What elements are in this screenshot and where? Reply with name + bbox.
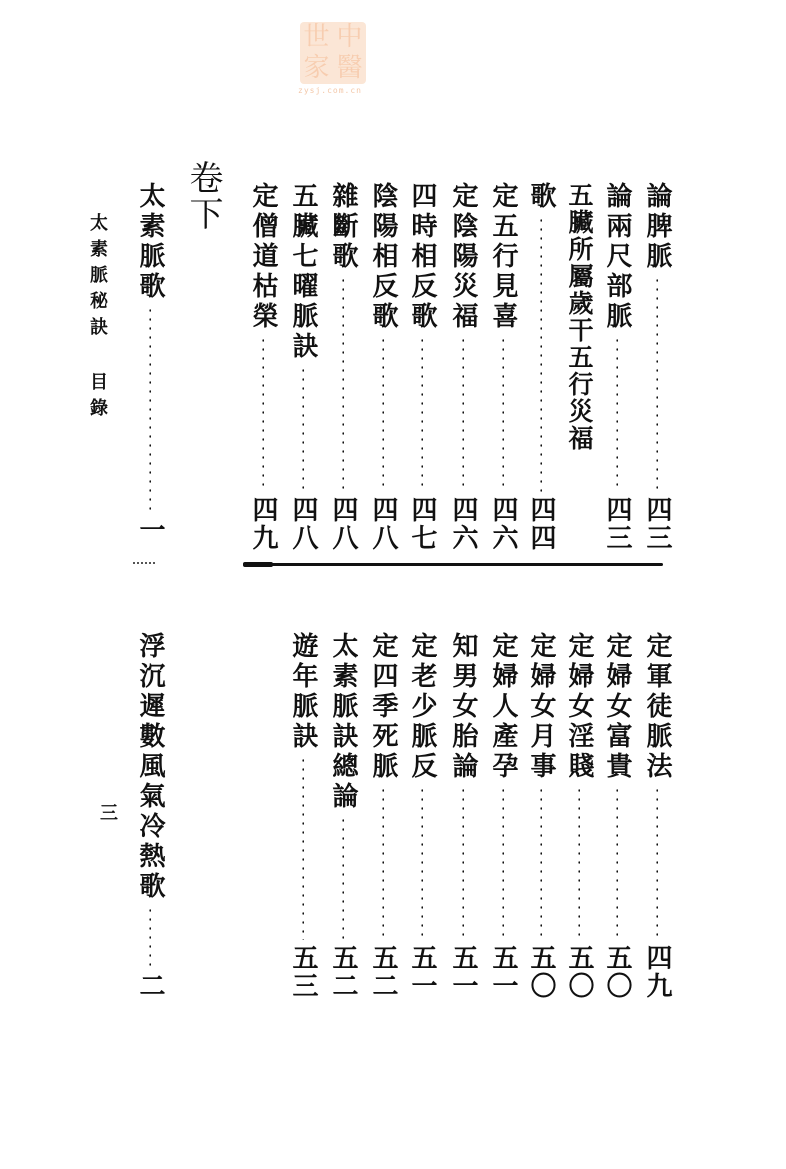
leader-dots bbox=[302, 756, 304, 940]
stray-mark bbox=[133, 562, 155, 566]
leader-dots bbox=[342, 816, 344, 940]
entry-page: 四三 bbox=[602, 496, 632, 552]
entry-page: 四八 bbox=[328, 496, 358, 552]
entry-title: 陰陽相反歌 bbox=[368, 182, 398, 332]
section-divider bbox=[243, 563, 663, 566]
entry-page: 五〇 bbox=[526, 944, 556, 1000]
leader-dots bbox=[462, 336, 464, 492]
watermark-seal bbox=[300, 22, 366, 84]
leader-dots bbox=[342, 276, 344, 492]
leader-dots bbox=[302, 366, 304, 492]
entry-title: 定四季死脈 bbox=[368, 632, 398, 782]
running-head: 太素脈秘訣 目錄 bbox=[87, 213, 108, 424]
toc-entry[interactable] bbox=[134, 632, 166, 1000]
leader-dots bbox=[421, 786, 423, 940]
entry-page: 四三 bbox=[642, 496, 672, 552]
entry-title: 遊年脈訣 bbox=[288, 632, 318, 752]
entry-title: 定婦女富貴 bbox=[602, 632, 632, 782]
entry-page: 五〇 bbox=[602, 944, 632, 1000]
leader-dots bbox=[578, 786, 580, 940]
entry-title: 定婦女淫賤 bbox=[564, 632, 594, 782]
toc-entry[interactable] bbox=[601, 182, 633, 552]
page-number: 三 bbox=[97, 803, 118, 821]
toc-entry[interactable] bbox=[134, 182, 166, 544]
entry-title: 五臟所屬歲干五行災福 bbox=[565, 182, 594, 452]
leader-dots bbox=[262, 336, 264, 492]
entry-page: 四四 bbox=[526, 496, 556, 552]
entry-page: 五一 bbox=[448, 944, 478, 1000]
watermark-url: zysj.com.cn bbox=[298, 86, 362, 95]
entry-title: 定陰陽災福 bbox=[448, 182, 478, 332]
entry-title: 定五行見喜 bbox=[488, 182, 518, 332]
entry-title-continued: 歌 bbox=[526, 182, 556, 212]
toc-entry[interactable] bbox=[447, 632, 479, 1000]
toc-entry[interactable] bbox=[563, 632, 595, 1000]
leader-dots bbox=[382, 336, 384, 492]
toc-entry[interactable] bbox=[563, 182, 595, 482]
toc-entry[interactable] bbox=[247, 182, 279, 552]
leader-dots bbox=[502, 786, 504, 940]
entry-page: 五一 bbox=[488, 944, 518, 1000]
entry-page: 四九 bbox=[248, 496, 278, 552]
entry-title: 五臟七曜脈訣 bbox=[288, 182, 318, 362]
entry-page: 四六 bbox=[448, 496, 478, 552]
entry-title: 論脾脈 bbox=[642, 182, 672, 272]
entry-title: 定老少脈反 bbox=[407, 632, 437, 782]
leader-dots bbox=[540, 216, 542, 492]
toc-entry[interactable] bbox=[287, 182, 319, 552]
leader-dots bbox=[462, 786, 464, 940]
toc-entry[interactable] bbox=[525, 632, 557, 1000]
leader-dots bbox=[382, 786, 384, 940]
entry-title: 定婦人產孕 bbox=[488, 632, 518, 782]
toc-entry[interactable] bbox=[641, 632, 673, 1000]
toc-entry[interactable] bbox=[367, 182, 399, 552]
entry-page: 二 bbox=[135, 972, 165, 1000]
entry-page: 五〇 bbox=[564, 944, 594, 1000]
watermark-char: 中 bbox=[336, 22, 363, 52]
entry-title: 太素脈歌 bbox=[135, 182, 165, 302]
toc-entry[interactable] bbox=[327, 182, 359, 552]
leader-dots bbox=[149, 906, 151, 968]
entry-title: 四時相反歌 bbox=[407, 182, 437, 332]
leader-dots bbox=[616, 786, 618, 940]
watermark-char: 世 bbox=[303, 22, 330, 52]
entry-page: 四六 bbox=[488, 496, 518, 552]
entry-page: 四九 bbox=[642, 944, 672, 1000]
entry-title: 知男女胎論 bbox=[448, 632, 478, 782]
leader-dots bbox=[656, 276, 658, 492]
toc-entry[interactable] bbox=[406, 182, 438, 552]
toc-entry[interactable] bbox=[367, 632, 399, 1000]
toc-entry[interactable] bbox=[406, 632, 438, 1000]
entry-title: 浮沉遲數風氣冷熱歌 bbox=[135, 632, 165, 902]
entry-page: 四七 bbox=[407, 496, 437, 552]
entry-title: 雜斷歌 bbox=[328, 182, 358, 272]
toc-entry[interactable] bbox=[641, 182, 673, 552]
leader-dots bbox=[421, 336, 423, 492]
leader-dots bbox=[149, 306, 151, 512]
leader-dots bbox=[616, 336, 618, 492]
entry-page: 五二 bbox=[328, 944, 358, 1000]
entry-page: 五二 bbox=[368, 944, 398, 1000]
entry-title: 定軍徒脈法 bbox=[642, 632, 672, 782]
toc-entry[interactable] bbox=[525, 182, 557, 552]
toc-entry[interactable] bbox=[487, 182, 519, 552]
leader-dots bbox=[502, 336, 504, 492]
entry-title: 論兩尺部脈 bbox=[602, 182, 632, 332]
leader-dots bbox=[540, 786, 542, 940]
entry-page: 四八 bbox=[288, 496, 318, 552]
entry-page: 四八 bbox=[368, 496, 398, 552]
entry-page: 五一 bbox=[407, 944, 437, 1000]
entry-page: 五三 bbox=[288, 944, 318, 1000]
toc-entry[interactable] bbox=[487, 632, 519, 1000]
toc-entry[interactable] bbox=[447, 182, 479, 552]
watermark-char: 家 bbox=[303, 53, 330, 83]
entry-title: 定婦女月事 bbox=[526, 632, 556, 782]
leader-dots bbox=[656, 786, 658, 940]
toc-entry[interactable] bbox=[287, 632, 319, 1000]
section-label: 卷下 bbox=[183, 160, 223, 232]
toc-entry[interactable] bbox=[601, 632, 633, 1000]
toc-entry[interactable] bbox=[327, 632, 359, 1000]
entry-title: 太素脈訣總論 bbox=[328, 632, 358, 812]
entry-page: 一 bbox=[135, 516, 165, 544]
entry-title: 定僧道枯榮 bbox=[248, 182, 278, 332]
watermark-char: 醫 bbox=[336, 53, 363, 83]
